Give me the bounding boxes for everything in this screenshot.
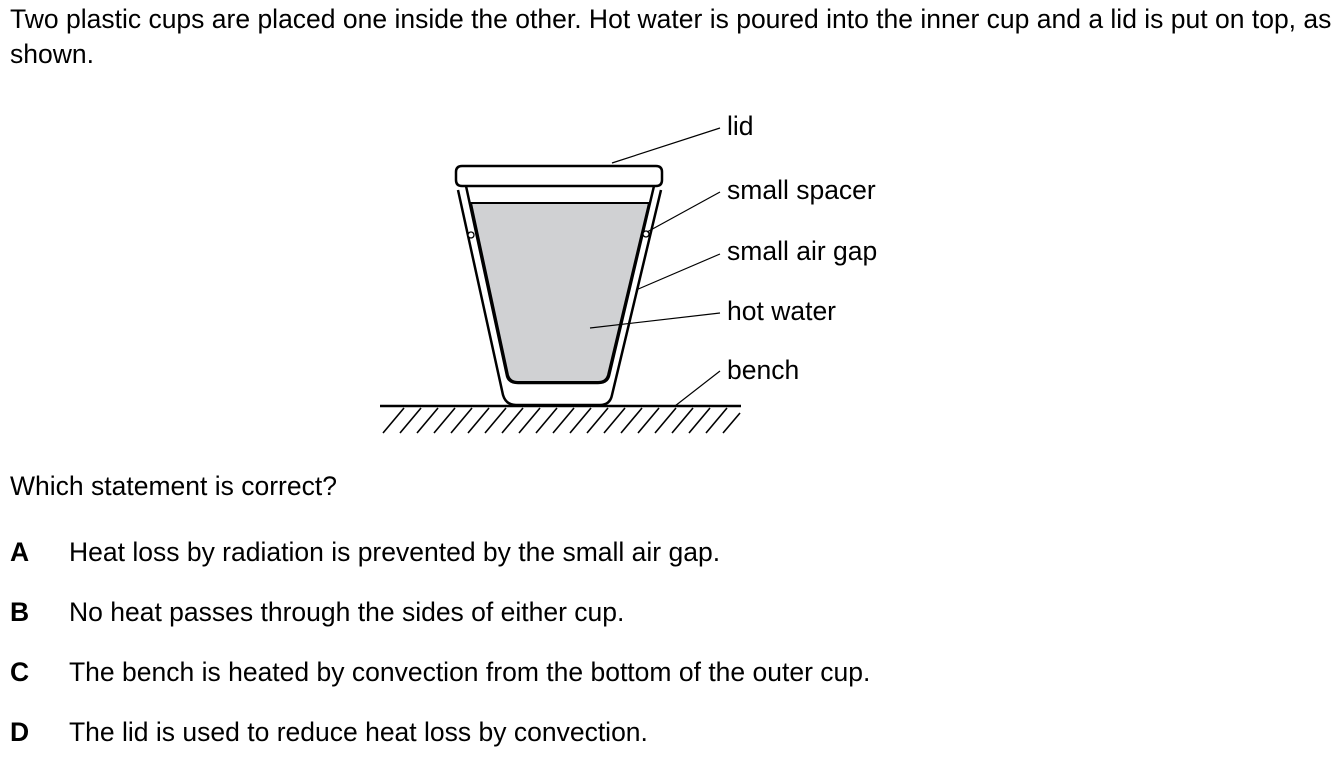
option-a-text: Heat loss by radiation is prevented by the small air gap. <box>69 537 721 567</box>
option-a-letter: A <box>10 537 30 567</box>
label-small-spacer: small spacer <box>727 175 876 205</box>
option-c-text: The bench is heated by convection from the bottom of the outer cup. <box>69 657 871 687</box>
bench-leader <box>675 371 720 406</box>
label-bench: bench <box>727 355 800 385</box>
lid <box>456 166 662 186</box>
air-gap-leader <box>636 254 720 290</box>
option-c-letter: C <box>10 657 30 687</box>
option-b-text: No heat passes through the sides of either cup. <box>69 597 625 627</box>
label-small-air-gap: small air gap <box>727 236 878 266</box>
question-text: Which statement is correct? <box>10 471 337 501</box>
intro-text: Two plastic cups are placed one inside the other. Hot water is poured into the inner cup and a lid is put on top, as shown. <box>10 4 1332 69</box>
bench-hatching <box>383 408 740 433</box>
option-d-text: The lid is used to reduce heat loss by convection. <box>69 717 648 747</box>
option-d-letter: D <box>10 717 30 747</box>
bench <box>380 406 741 433</box>
left-spacer <box>468 232 474 238</box>
option-b-letter: B <box>10 597 30 627</box>
label-hot-water: hot water <box>727 296 837 326</box>
lid-leader <box>612 128 720 163</box>
label-lid: lid <box>727 111 754 141</box>
